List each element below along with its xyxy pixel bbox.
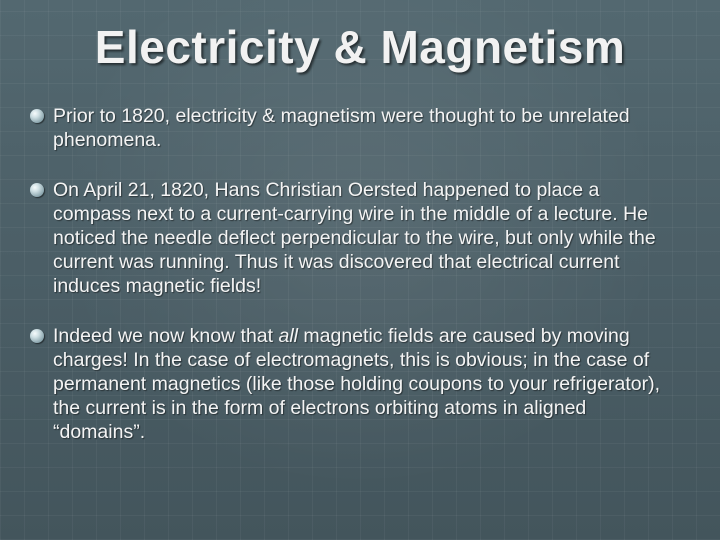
bullet-item-oersted-discovery <box>30 178 682 298</box>
bullet-text: Prior to 1820, electricity & magnetism were thought to be unrelated phenomena. <box>53 105 630 151</box>
bullet-emphasis: all <box>278 325 298 347</box>
round-bullet-icon <box>30 109 44 123</box>
bullet-list <box>30 104 682 444</box>
bullet-text: On April 21, 1820, Hans Christian Oersted happened to place a compass next to a current-carrying wire in the middle of a lecture. He noticed the needle deflect perpendicular to the wire, but only while the current was running. Thus it was discovered that electrical current induces magnetic fields! <box>53 179 656 297</box>
bullet-text-before: Indeed we now know that <box>53 325 279 347</box>
slide-title: Electricity & Magnetism <box>94 21 626 73</box>
round-bullet-icon <box>30 183 44 197</box>
bullet-item-moving-charges <box>30 324 682 444</box>
round-bullet-icon <box>30 329 44 343</box>
bullet-item-prior-to-1820 <box>30 104 682 152</box>
bullet-text-after: magnetic fields are caused by moving charges! In the case of electromagnets, this is obvious; in the case of permanent magnetics (like those holding coupons to your refrigerator), the current is in the form of electrons orbiting atoms in aligned “domains”. <box>53 325 660 443</box>
bullet-text <box>53 325 660 443</box>
